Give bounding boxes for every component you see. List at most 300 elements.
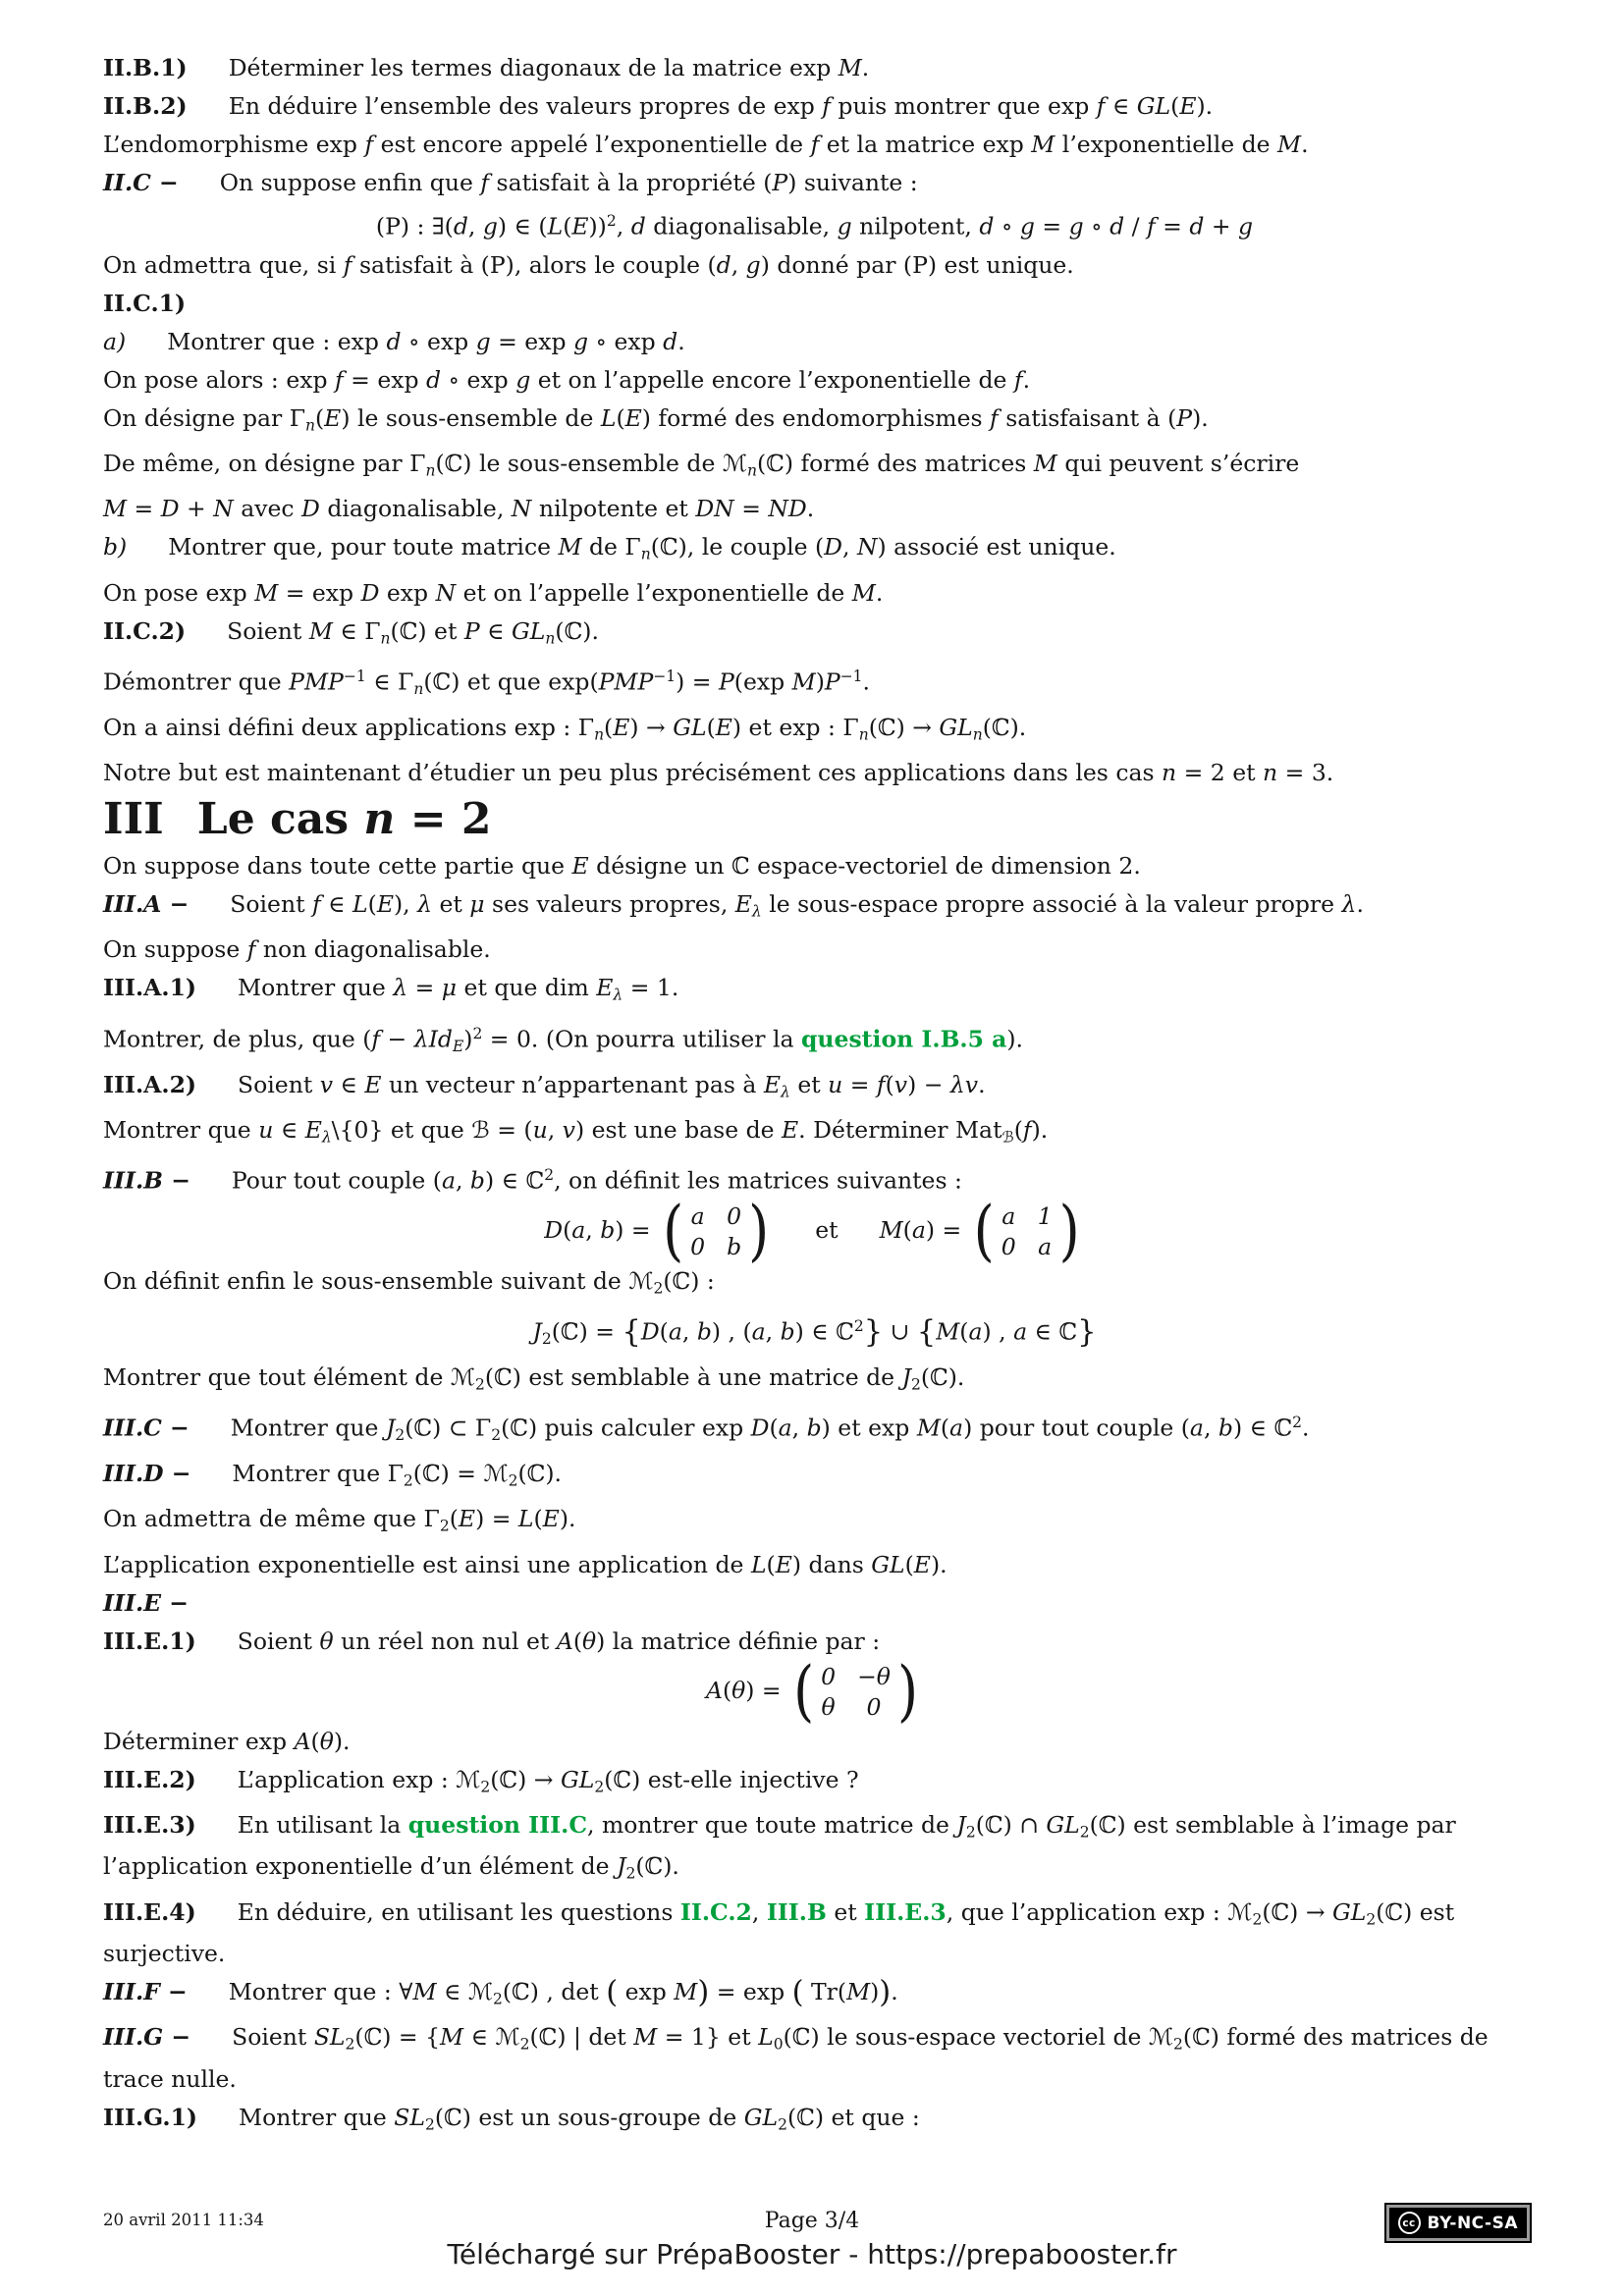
text-run: E xyxy=(542,1505,560,1533)
text-run: − xyxy=(161,1414,189,1442)
text-run: n xyxy=(413,679,424,698)
text-run: satisfait à la propriété ( xyxy=(489,169,773,196)
display-J2 xyxy=(103,1309,1526,1357)
text-run: (ℂ) : xyxy=(663,1266,715,1295)
text-run: désigne un ℂ espace-vectoriel de dimension 2. xyxy=(588,852,1141,880)
text-run: et la matrice exp xyxy=(819,131,1032,158)
text-run: , xyxy=(616,212,631,240)
text-run: a xyxy=(911,1215,926,1244)
text-run: P xyxy=(772,169,788,196)
text-run: M xyxy=(674,1977,698,2005)
document-body xyxy=(103,51,1526,2146)
text-run: ∈ Γ xyxy=(365,667,414,696)
text-run: Montrer que tout élément de ℳ xyxy=(103,1362,475,1391)
text-run: N xyxy=(435,578,457,607)
text-run: = xyxy=(1034,212,1069,240)
text-run: ) dans xyxy=(791,1550,872,1578)
text-run: (ℂ). xyxy=(635,1852,679,1881)
text-run: M xyxy=(879,1215,903,1244)
text-run: )) xyxy=(588,212,607,240)
text-run: θ xyxy=(581,1627,597,1655)
text-run: M xyxy=(254,578,279,607)
text-run: ) xyxy=(463,1025,473,1053)
text-run: ). xyxy=(333,1727,351,1755)
text-run: GL xyxy=(743,2103,779,2131)
text-run: III.B xyxy=(103,1166,164,1195)
text-run: f xyxy=(246,935,256,964)
text-run: satisfaisant à ( xyxy=(998,403,1177,432)
text-run: E xyxy=(913,1550,931,1578)
text-run: ( xyxy=(367,890,377,918)
text-run: −1 xyxy=(839,667,863,685)
text-run: . xyxy=(1301,131,1309,158)
text-run: et on l’appelle l’exponentielle de xyxy=(456,578,852,607)
text-run: GL xyxy=(1136,92,1171,120)
text-run: Soient xyxy=(227,616,309,645)
text-run: 2 xyxy=(472,1024,483,1042)
text-run: ) formé des endomorphismes xyxy=(641,403,991,432)
cc-license-badge xyxy=(1386,2205,1530,2241)
matrix-cell: 1 xyxy=(1037,1201,1053,1230)
text-run: III.D xyxy=(103,1460,164,1488)
text-run: n xyxy=(972,725,983,743)
text-run: E xyxy=(364,1070,382,1098)
text-run: − xyxy=(380,1025,414,1053)
text-run: GL xyxy=(560,1765,595,1793)
text-run: d xyxy=(630,212,646,240)
text-run: (ℂ) → xyxy=(868,713,940,741)
text-run: nilpotent, xyxy=(851,212,980,240)
text-run: On admettra que, si xyxy=(103,250,344,279)
text-run: ). xyxy=(1192,403,1209,432)
text-run: ( xyxy=(563,1215,572,1244)
text-run: ), xyxy=(393,890,418,918)
matrix-left-paren: ( xyxy=(663,1191,684,1269)
text-run: g xyxy=(515,365,531,394)
text-run: 2 xyxy=(1079,1823,1090,1842)
text-run: ∘ exp xyxy=(401,327,476,355)
text-run: ) = xyxy=(925,1215,969,1244)
text-run: , xyxy=(1203,1414,1218,1442)
text-run: ( xyxy=(904,1550,914,1578)
text-run: (ℂ) et xyxy=(390,616,464,645)
text-run: SL xyxy=(313,2023,346,2052)
text-run: (ℂ). xyxy=(982,713,1027,741)
text-run: L xyxy=(352,890,368,918)
text-run: ( xyxy=(604,713,614,741)
text-run: a xyxy=(1189,1414,1204,1442)
text-run: Montrer que xyxy=(239,2103,395,2131)
text-run: (ℂ) ⊂ Γ xyxy=(405,1414,492,1442)
text-run: g xyxy=(1068,212,1084,240)
text-run: (ℂ) est semblable à l’image par l’application exponentielle d’un élément de xyxy=(103,1811,1456,1881)
text-run: − xyxy=(163,1460,191,1488)
text-run: ) ∈ ( xyxy=(497,212,548,240)
text-run: P xyxy=(718,667,734,696)
text-run: et xyxy=(432,890,470,918)
text-run: On désigne par Γ xyxy=(103,403,306,432)
text-run: a xyxy=(778,1414,792,1442)
text-run: ( xyxy=(791,1975,804,2010)
text-run: Tr( xyxy=(803,1977,847,2005)
text-run: Montrer que xyxy=(230,1414,386,1442)
footer-timestamp: 20 avril 2011 11:34 xyxy=(103,2211,264,2229)
text-run: = xyxy=(733,495,769,523)
text-run: 2 xyxy=(508,1471,518,1490)
text-run: M xyxy=(308,616,333,645)
text-run: u xyxy=(258,1115,274,1144)
text-run: M xyxy=(558,533,582,561)
text-run: (ℂ) et que : xyxy=(786,2103,920,2131)
text-run: On admettra de même que Γ xyxy=(103,1505,440,1533)
text-run: M xyxy=(412,1977,437,2005)
text-run: λ xyxy=(1341,890,1357,918)
text-run: λ xyxy=(417,890,432,918)
text-run: III.E.3) xyxy=(103,1811,196,1839)
question-III-A-1-suite xyxy=(103,1017,1526,1064)
text-run: E xyxy=(458,1505,476,1533)
text-run: GL xyxy=(673,713,707,741)
text-run: (ℂ) → xyxy=(1262,1897,1332,1926)
matrix-cell: 0 xyxy=(727,1201,742,1230)
text-run: E xyxy=(775,1550,792,1578)
text-run: v xyxy=(893,1070,908,1098)
question-II-C-1-a xyxy=(103,325,1526,359)
text-run: 2 xyxy=(778,2114,787,2133)
text-run: a xyxy=(751,1317,766,1346)
question-III-B-suite xyxy=(103,1361,1526,1402)
text-run: g xyxy=(475,327,491,355)
text-run: PMP xyxy=(289,667,344,696)
text-run: = 1. xyxy=(623,974,679,1002)
text-run: II.B.1) xyxy=(103,54,188,81)
question-link[interactable]: II.C.2 xyxy=(679,1897,752,1926)
text-run: g xyxy=(482,212,498,240)
text-run: P xyxy=(1176,403,1193,432)
text-run: D xyxy=(824,533,843,561)
text-run: E xyxy=(452,1037,464,1055)
text-run: 2 xyxy=(474,1375,485,1394)
text-run: ) = xyxy=(745,1676,789,1704)
text-run: ∈ xyxy=(1105,92,1137,120)
question-III-G xyxy=(103,2020,1526,2096)
text-run: , xyxy=(842,533,857,561)
text-run: d xyxy=(979,212,995,240)
text-run: . xyxy=(875,578,884,607)
text-run: ses valeurs propres, xyxy=(484,890,735,918)
remark-two-applications xyxy=(103,711,1526,752)
text-run: E xyxy=(324,403,342,432)
text-run: − xyxy=(161,1588,189,1617)
text-run: E xyxy=(376,890,394,918)
text-run: f xyxy=(876,1070,886,1098)
text-run: ) est une base de xyxy=(574,1115,783,1144)
text-run: f xyxy=(480,169,490,196)
text-run: ℬ xyxy=(1001,1128,1014,1147)
text-run: . Déterminer Mat xyxy=(798,1115,1002,1144)
text-run: n xyxy=(1263,759,1278,786)
text-run: GL xyxy=(1046,1811,1080,1839)
text-run: ( xyxy=(940,1414,950,1442)
text-run: (ℂ) = { xyxy=(354,2023,441,2052)
text-run: , xyxy=(455,1166,470,1195)
text-run: D xyxy=(160,495,180,523)
text-run: f xyxy=(371,1025,381,1053)
remark-dimension-2 xyxy=(103,849,1526,883)
text-run: d xyxy=(663,327,678,355)
text-run: , xyxy=(765,1317,781,1346)
text-run: ∘ exp xyxy=(441,365,516,394)
text-run: 2 xyxy=(1292,1414,1303,1432)
text-run: ( xyxy=(563,212,572,240)
text-run: ∘ exp xyxy=(588,327,664,355)
matrix-cell: θ xyxy=(821,1692,836,1721)
text-run: ) xyxy=(870,1977,880,2005)
text-run: GL xyxy=(1331,1897,1367,1926)
text-run: b xyxy=(780,1317,795,1346)
text-run: E xyxy=(304,1115,322,1144)
text-run: f xyxy=(822,92,831,120)
text-run: = xyxy=(842,1070,877,1098)
text-run: Montrer que xyxy=(103,1115,259,1144)
text-run: PMP xyxy=(598,667,654,696)
text-run: Notre but est maintenant d’étudier un peu plus précisément ces applications dans les cas xyxy=(103,759,1163,786)
text-run: ( xyxy=(606,1975,619,2010)
text-run: le sous-espace propre associé à la valeur propre xyxy=(761,890,1342,918)
text-run: . xyxy=(891,1977,898,2005)
question-II-C xyxy=(103,166,1526,200)
text-run: M xyxy=(791,667,816,696)
text-run: ). xyxy=(1031,1115,1049,1144)
text-run: un réel non nul et xyxy=(333,1627,557,1655)
question-II-C-1-b xyxy=(103,530,1526,571)
text-run: L xyxy=(750,1550,767,1578)
text-run: (ℂ) le sous-espace vectoriel de ℳ xyxy=(783,2023,1174,2052)
text-run: M xyxy=(1277,131,1302,158)
text-run: L’application exp : ℳ xyxy=(237,1765,481,1793)
text-run: ) , xyxy=(982,1317,1014,1346)
question-III-G-1 xyxy=(103,2101,1526,2142)
text-run: ) xyxy=(697,1975,710,2010)
text-run: Pour tout couple ( xyxy=(231,1166,442,1195)
text-run: a) xyxy=(103,327,127,355)
text-run: u xyxy=(532,1115,548,1144)
text-run: ∘ xyxy=(994,212,1020,240)
question-link[interactable]: question III.C xyxy=(407,1811,588,1839)
text-run: ( xyxy=(533,1505,543,1533)
text-run: = 0. (On pourra utiliser la xyxy=(482,1025,801,1053)
matrix xyxy=(793,1651,919,1730)
text-run: III.G.1) xyxy=(103,2103,198,2131)
text-run: Montrer que Γ xyxy=(232,1460,404,1488)
text-run: (ℂ) est-elle injective ? xyxy=(604,1765,859,1793)
text-run: b xyxy=(600,1215,616,1244)
text-run: En utilisant la xyxy=(237,1811,408,1839)
text-run: On pose alors : exp xyxy=(103,365,335,394)
text-run: ∈ xyxy=(320,890,353,918)
remark-application-exp xyxy=(103,1548,1526,1582)
text-run: L’endomorphisme exp xyxy=(103,131,365,158)
text-run: Déterminer exp xyxy=(103,1727,295,1755)
question-III-A-1 xyxy=(103,971,1526,1012)
text-run: d xyxy=(386,327,402,355)
text-run: L’application exponentielle est ainsi une application de xyxy=(103,1550,751,1578)
text-run: n xyxy=(594,725,605,743)
text-run: f xyxy=(1022,1115,1032,1144)
text-run: v xyxy=(319,1070,334,1098)
text-run: n xyxy=(545,628,556,647)
text-run: , montrer que toute matrice de xyxy=(587,1811,957,1839)
text-run: ( xyxy=(572,1627,582,1655)
text-run: a xyxy=(949,1414,964,1442)
text-run: ) , ( xyxy=(711,1317,752,1346)
text-run: g xyxy=(1019,212,1035,240)
text-run: n xyxy=(858,725,869,743)
text-run: 2 xyxy=(965,1823,976,1842)
text-run: de Γ xyxy=(581,533,641,561)
text-run: ) la matrice définie par : xyxy=(596,1627,881,1655)
question-III-E-1 xyxy=(103,1625,1526,1659)
text-run: } xyxy=(1077,1314,1097,1350)
text-run: v xyxy=(562,1115,575,1144)
text-run: d xyxy=(1110,212,1125,240)
question-III-A-2 xyxy=(103,1068,1526,1109)
matrix-right-paren: ) xyxy=(1058,1191,1080,1269)
text-run: (ℂ) | det xyxy=(529,2023,634,2052)
question-link[interactable]: question I.B.5 a xyxy=(800,1025,1007,1053)
text-run: N xyxy=(856,533,878,561)
text-run: λv xyxy=(949,1070,979,1098)
text-run: ) = xyxy=(676,667,719,696)
remark-sous-ensemble xyxy=(103,1264,1526,1306)
text-run: L xyxy=(600,403,617,432)
text-run: ( xyxy=(315,403,325,432)
text-run: n xyxy=(640,545,651,563)
text-run: f xyxy=(364,131,374,158)
text-run: = exp xyxy=(490,327,573,355)
question-III-D xyxy=(103,1457,1526,1498)
text-run: + xyxy=(1204,212,1239,240)
text-run: ND xyxy=(768,495,807,523)
text-run: ) xyxy=(879,1975,892,2010)
text-run: ∈ ℳ xyxy=(436,1977,494,2005)
text-run: (ℂ) formé des matrices xyxy=(756,449,1034,477)
text-run: On définit enfin le sous-ensemble suivant de ℳ xyxy=(103,1266,654,1295)
text-run: = xyxy=(407,974,442,1002)
text-run: . xyxy=(1022,365,1031,394)
text-run: puis montrer que exp xyxy=(830,92,1097,120)
property-P-display xyxy=(103,204,1526,244)
text-run: ). xyxy=(1196,92,1214,120)
text-run: = 3. xyxy=(1277,759,1334,786)
watermark-link[interactable]: Téléchargé sur PrépaBooster - https://prepabooster.fr xyxy=(447,2238,1177,2270)
text-run: qui peuvent s’écrire xyxy=(1056,449,1300,477)
question-link[interactable]: III.B xyxy=(766,1897,827,1926)
text-run: . xyxy=(861,54,870,81)
remark-exponential xyxy=(103,128,1526,162)
text-run: et xyxy=(815,1215,839,1244)
question-III-E-3 xyxy=(103,1808,1526,1892)
text-run: − xyxy=(150,169,179,196)
text-run: M xyxy=(633,2023,658,2052)
matrix-right-paren: ) xyxy=(748,1191,770,1269)
text-run: (ℂ) le sous-ensemble de ℳ xyxy=(435,449,747,477)
text-run: E xyxy=(624,403,642,432)
text-run: 2 xyxy=(395,1426,406,1445)
text-run: a xyxy=(441,1166,456,1195)
text-run: III.C xyxy=(103,1414,162,1442)
text-run: GL xyxy=(939,713,973,741)
text-run: 2 xyxy=(606,212,617,230)
text-run: d xyxy=(453,212,468,240)
question-III-E xyxy=(103,1586,1526,1621)
text-run: 2 xyxy=(853,1317,864,1335)
text-run: diagonalisable, xyxy=(319,495,512,523)
text-run: Montrer que xyxy=(238,974,394,1002)
text-run: 2 xyxy=(480,1778,491,1795)
text-run: 2 xyxy=(1173,2035,1183,2054)
text-run: L xyxy=(547,212,564,240)
text-run: (ℂ). xyxy=(517,1460,562,1488)
text-run: b xyxy=(806,1414,822,1442)
text-run: (ℂ), le couple ( xyxy=(650,533,825,561)
text-run: l’exponentielle de xyxy=(1055,131,1278,158)
question-III-A xyxy=(103,887,1526,929)
text-run: , xyxy=(731,250,746,279)
text-run: E xyxy=(734,890,752,918)
text-run: ( xyxy=(449,1505,459,1533)
text-run: 2 xyxy=(403,1471,413,1490)
text-run: ( xyxy=(1013,1115,1023,1144)
text-run: et xyxy=(826,1897,865,1926)
text-run: E xyxy=(596,974,614,1002)
text-run: b xyxy=(696,1317,712,1346)
text-run: ) associé est unique. xyxy=(877,533,1116,561)
text-run: L xyxy=(758,2023,774,2052)
text-run: (ℂ) est surjective. xyxy=(103,1897,1455,1967)
text-run: satisfait à (P), alors le couple ( xyxy=(352,250,717,279)
text-run: n xyxy=(746,461,757,480)
text-run: , xyxy=(585,1215,601,1244)
remark-but xyxy=(103,756,1526,790)
text-run: ). xyxy=(930,1550,947,1578)
text-run: E xyxy=(715,713,732,741)
remark-gamma2-E xyxy=(103,1502,1526,1543)
text-run: g xyxy=(1238,212,1254,240)
text-run: μ xyxy=(441,974,458,1002)
question-link[interactable]: III.E.3 xyxy=(864,1897,947,1926)
text-run: ( xyxy=(766,1550,776,1578)
text-run: g xyxy=(572,327,589,355)
text-run: ) et exp : Γ xyxy=(731,713,859,741)
text-run: 2 xyxy=(1366,1909,1377,1928)
matrix-cell: a xyxy=(1001,1201,1016,1230)
question-II-C-1 xyxy=(103,287,1526,321)
text-run: (ℂ). xyxy=(555,616,599,645)
text-run: ( xyxy=(310,1727,320,1755)
text-run: ( xyxy=(706,713,716,741)
text-run: 0 xyxy=(773,2035,784,2054)
text-run: a xyxy=(571,1215,586,1244)
text-run: ∘ xyxy=(1083,212,1110,240)
text-run: ). xyxy=(1006,1025,1024,1053)
text-run: Montrer, de plus, que ( xyxy=(103,1025,372,1053)
text-run: E xyxy=(763,1070,782,1098)
remark-M-D-N xyxy=(103,492,1526,526)
text-run: D xyxy=(360,578,380,607)
text-run: P xyxy=(463,616,480,645)
text-run: d xyxy=(426,365,442,394)
